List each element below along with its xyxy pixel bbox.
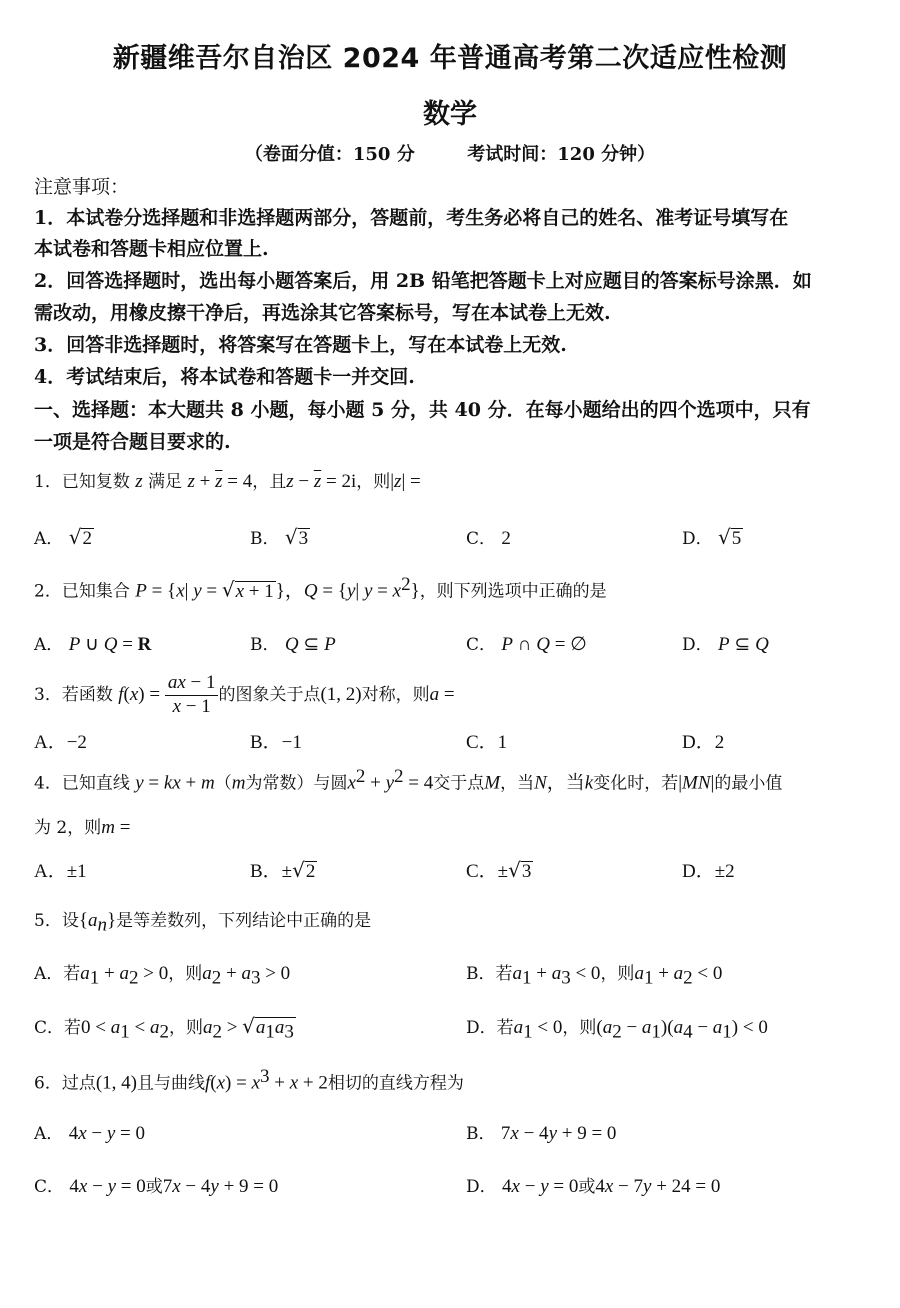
question-1-option-a: A． √2 (34, 525, 92, 549)
question-6-stem: 6．过点(1, 4)且与曲线$f(x) = x^3 + x + 2$相切的直线方程为 (34, 1066, 464, 1094)
question-6-option-b: B． 7x − 4y + 9 = 0 (466, 1123, 617, 1144)
question-5-option-c: C．若$0 < a_1 < a_2$，则$a_2 > √a_1a_3$ (34, 1014, 294, 1043)
question-2-option-c: C． P ∩ Q = ∅ (466, 634, 587, 655)
notice-item: 本试卷和答题卡相应位置上. (34, 238, 269, 260)
exam-title: 新疆维吾尔自治区 2024 年普通高考第二次适应性检测 (112, 43, 788, 74)
question-1-option-d: D． √5 (682, 525, 742, 549)
question-5-option-b: B．若$a_1 + a_3 < 0$，则$a_1 + a_2 < 0$ (466, 963, 723, 989)
question-3-option-c: C．1 (466, 732, 508, 753)
question-3-stem: 3．若函数 f(x) = $\frac{ax - 1}{x - 1}$ 的图象关于点(1, 2)对称，则a = (34, 672, 455, 717)
section-instructions: 一、选择题：本大题共 8 小题，每小题 5 分，共 40 分．在每小题给出的四个选项中，只有 (34, 399, 811, 421)
question-3-option-b: B．−1 (250, 732, 302, 753)
notice-item: 需改动，用橡皮擦干净后，再选涂其它答案标号，写在本试卷上无效. (34, 302, 611, 324)
notice-item: 3．回答非选择题时，将答案写在答题卡上，写在本试卷上无效. (34, 334, 567, 356)
question-1-option-b: B． √3 (250, 525, 309, 549)
question-5-stem: 5．设$\{a_n\}$是等差数列，下列结论中正确的是 (34, 910, 372, 936)
exam-info (0, 140, 900, 166)
question-1-stem: 1．已知复数 z 满足 $z + \overline{z} = 4$，且$z - \overline{z} = 2i$，则|z| = (34, 471, 421, 492)
question-4-option-c: C．±√3 (466, 858, 532, 882)
section-instructions: 一项是符合题目要求的. (34, 431, 231, 453)
score-info: （卷面分值：150 分 (244, 144, 415, 165)
notice-item: 2．回答选择题时，选出每小题答案后，用 2B 铅笔把答题卡上对应题目的答案标号涂黑．如 (34, 270, 812, 292)
question-2-option-b: B． Q ⊆ P (250, 634, 336, 655)
question-2-option-d: D． P ⊆ Q (682, 634, 769, 655)
question-4-stem: 4．已知直线 y = kx + m（m为常数）与圆$x^2 + y^2 = 4$交于点M，当N，当k变化时，若|MN|的最小值 (34, 766, 783, 794)
question-4-stem-cont: 为 2，则m = (34, 817, 131, 838)
question-5-option-d: D．若$a_1 < 0$，则$(a_2 - a_1)(a_4 - a_1) < 0$ (466, 1017, 768, 1043)
question-4-option-a: A．±1 (34, 861, 87, 882)
question-3-option-d: D．2 (682, 732, 725, 753)
notice-item: 1．本试卷分选择题和非选择题两部分，答题前，考生务必将自己的姓名、准考证号填写在 (34, 207, 789, 229)
question-6-option-a: A． 4x − y = 0 (34, 1123, 145, 1144)
question-6-option-d: D． 4x − y = 0或4x − 7y + 24 = 0 (466, 1176, 721, 1197)
subject-title: 数学 (423, 99, 477, 130)
question-5-option-a: A．若$a_1 + a_2 > 0$，则$a_2 + a_3 > 0$ (34, 963, 291, 989)
question-6-option-c: C． 4x − y = 0或7x − 4y + 9 = 0 (34, 1176, 279, 1197)
notice-item: 4．考试结束后，将本试卷和答题卡一并交回. (34, 366, 415, 388)
time-info: 考试时间：120 分钟） (467, 144, 656, 165)
notice-heading: 注意事项： (34, 176, 130, 198)
question-4-option-b: B．±√2 (250, 858, 316, 882)
question-4-option-d: D．±2 (682, 861, 735, 882)
question-1-option-c: C． 2 (466, 528, 511, 549)
question-3-option-a: A．−2 (34, 732, 87, 753)
question-2-option-a: A． P ∪ Q = R (34, 634, 152, 655)
question-2-stem: 2．已知集合 P = {x| y = √x + 1 }，Q = {y| $y = x^2$}，则下列选项中正确的是 (34, 574, 607, 602)
